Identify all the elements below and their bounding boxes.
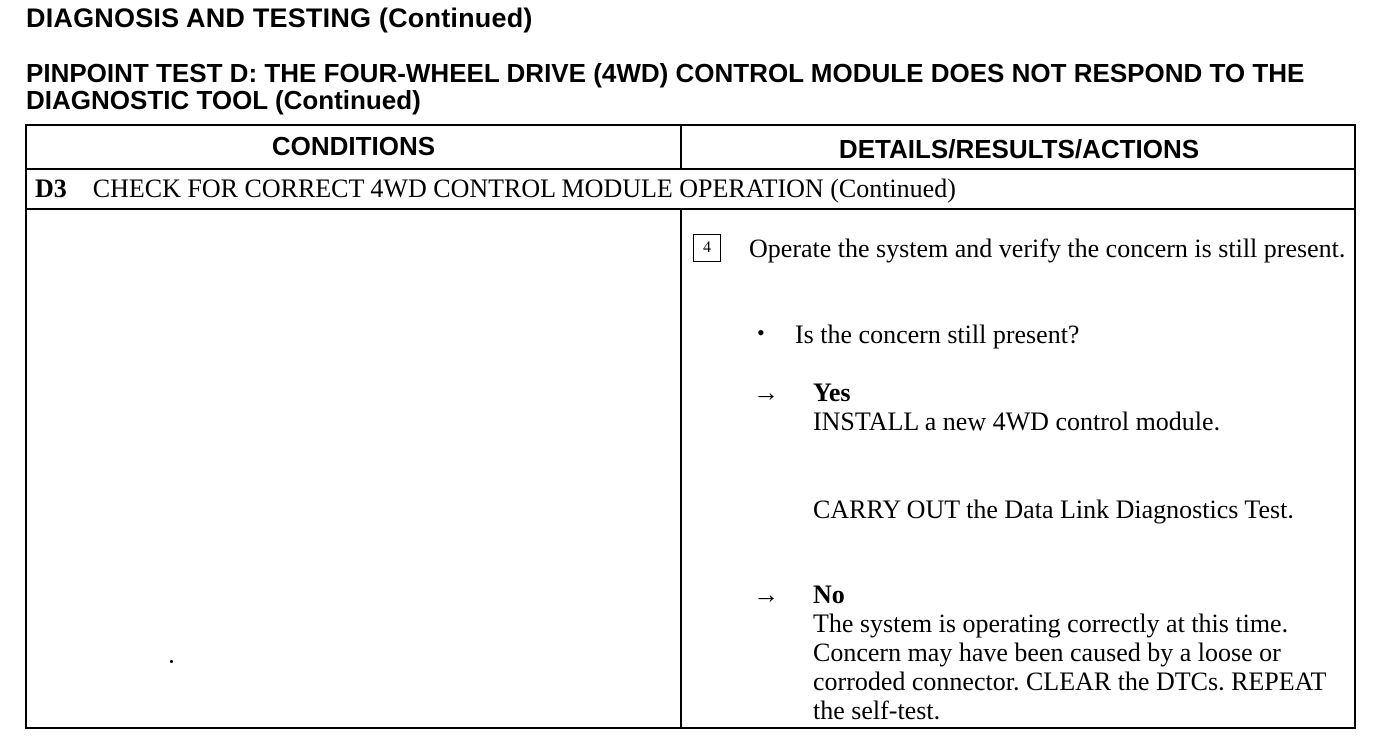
no-result (813, 580, 1333, 725)
header-divider (27, 168, 1354, 170)
bullet-icon: • (757, 320, 765, 345)
yes-label: Yes (813, 378, 851, 407)
yes-followup: CARRY OUT the Data Link Diagnostics Test. (813, 495, 1294, 524)
question-text: Is the concern still present? (795, 320, 1080, 349)
arrow-right-icon: → (753, 580, 779, 609)
conditions-header: CONDITIONS (27, 126, 682, 168)
arrow-right-icon: → (753, 378, 779, 407)
step-row (35, 171, 956, 207)
pinpoint-test-table (25, 124, 1356, 729)
step-title: CHECK FOR CORRECT 4WD CONTROL MODULE OPERATION (Continued) (92, 174, 956, 203)
step-id: D3 (35, 174, 67, 203)
substep-number-box: 4 (693, 234, 721, 262)
yes-action: INSTALL a new 4WD control module. (813, 407, 1221, 436)
column-divider (680, 208, 682, 727)
instruction-text: Operate the system and verify the concern is still present. (749, 234, 1346, 263)
section-title: DIAGNOSIS AND TESTING (Continued) (26, 3, 533, 33)
yes-result (813, 378, 1333, 436)
no-action: The system is operating correctly at this time. Concern may have been caused by a loose or corroded connector. CLEAR the DTCs. REPEAT the self-test. (813, 609, 1326, 725)
pinpoint-test-title: PINPOINT TEST D: THE FOUR-WHEEL DRIVE (4WD) CONTROL MODULE DOES NOT RESPOND TO THE DIAGNOSTIC TOOL (Continued) (26, 58, 1305, 115)
scan-speck (170, 660, 173, 663)
details-results-actions-header: DETAILS/RESULTS/ACTIONS (838, 134, 1200, 164)
step-divider (27, 208, 1354, 210)
no-label: No (813, 580, 845, 609)
